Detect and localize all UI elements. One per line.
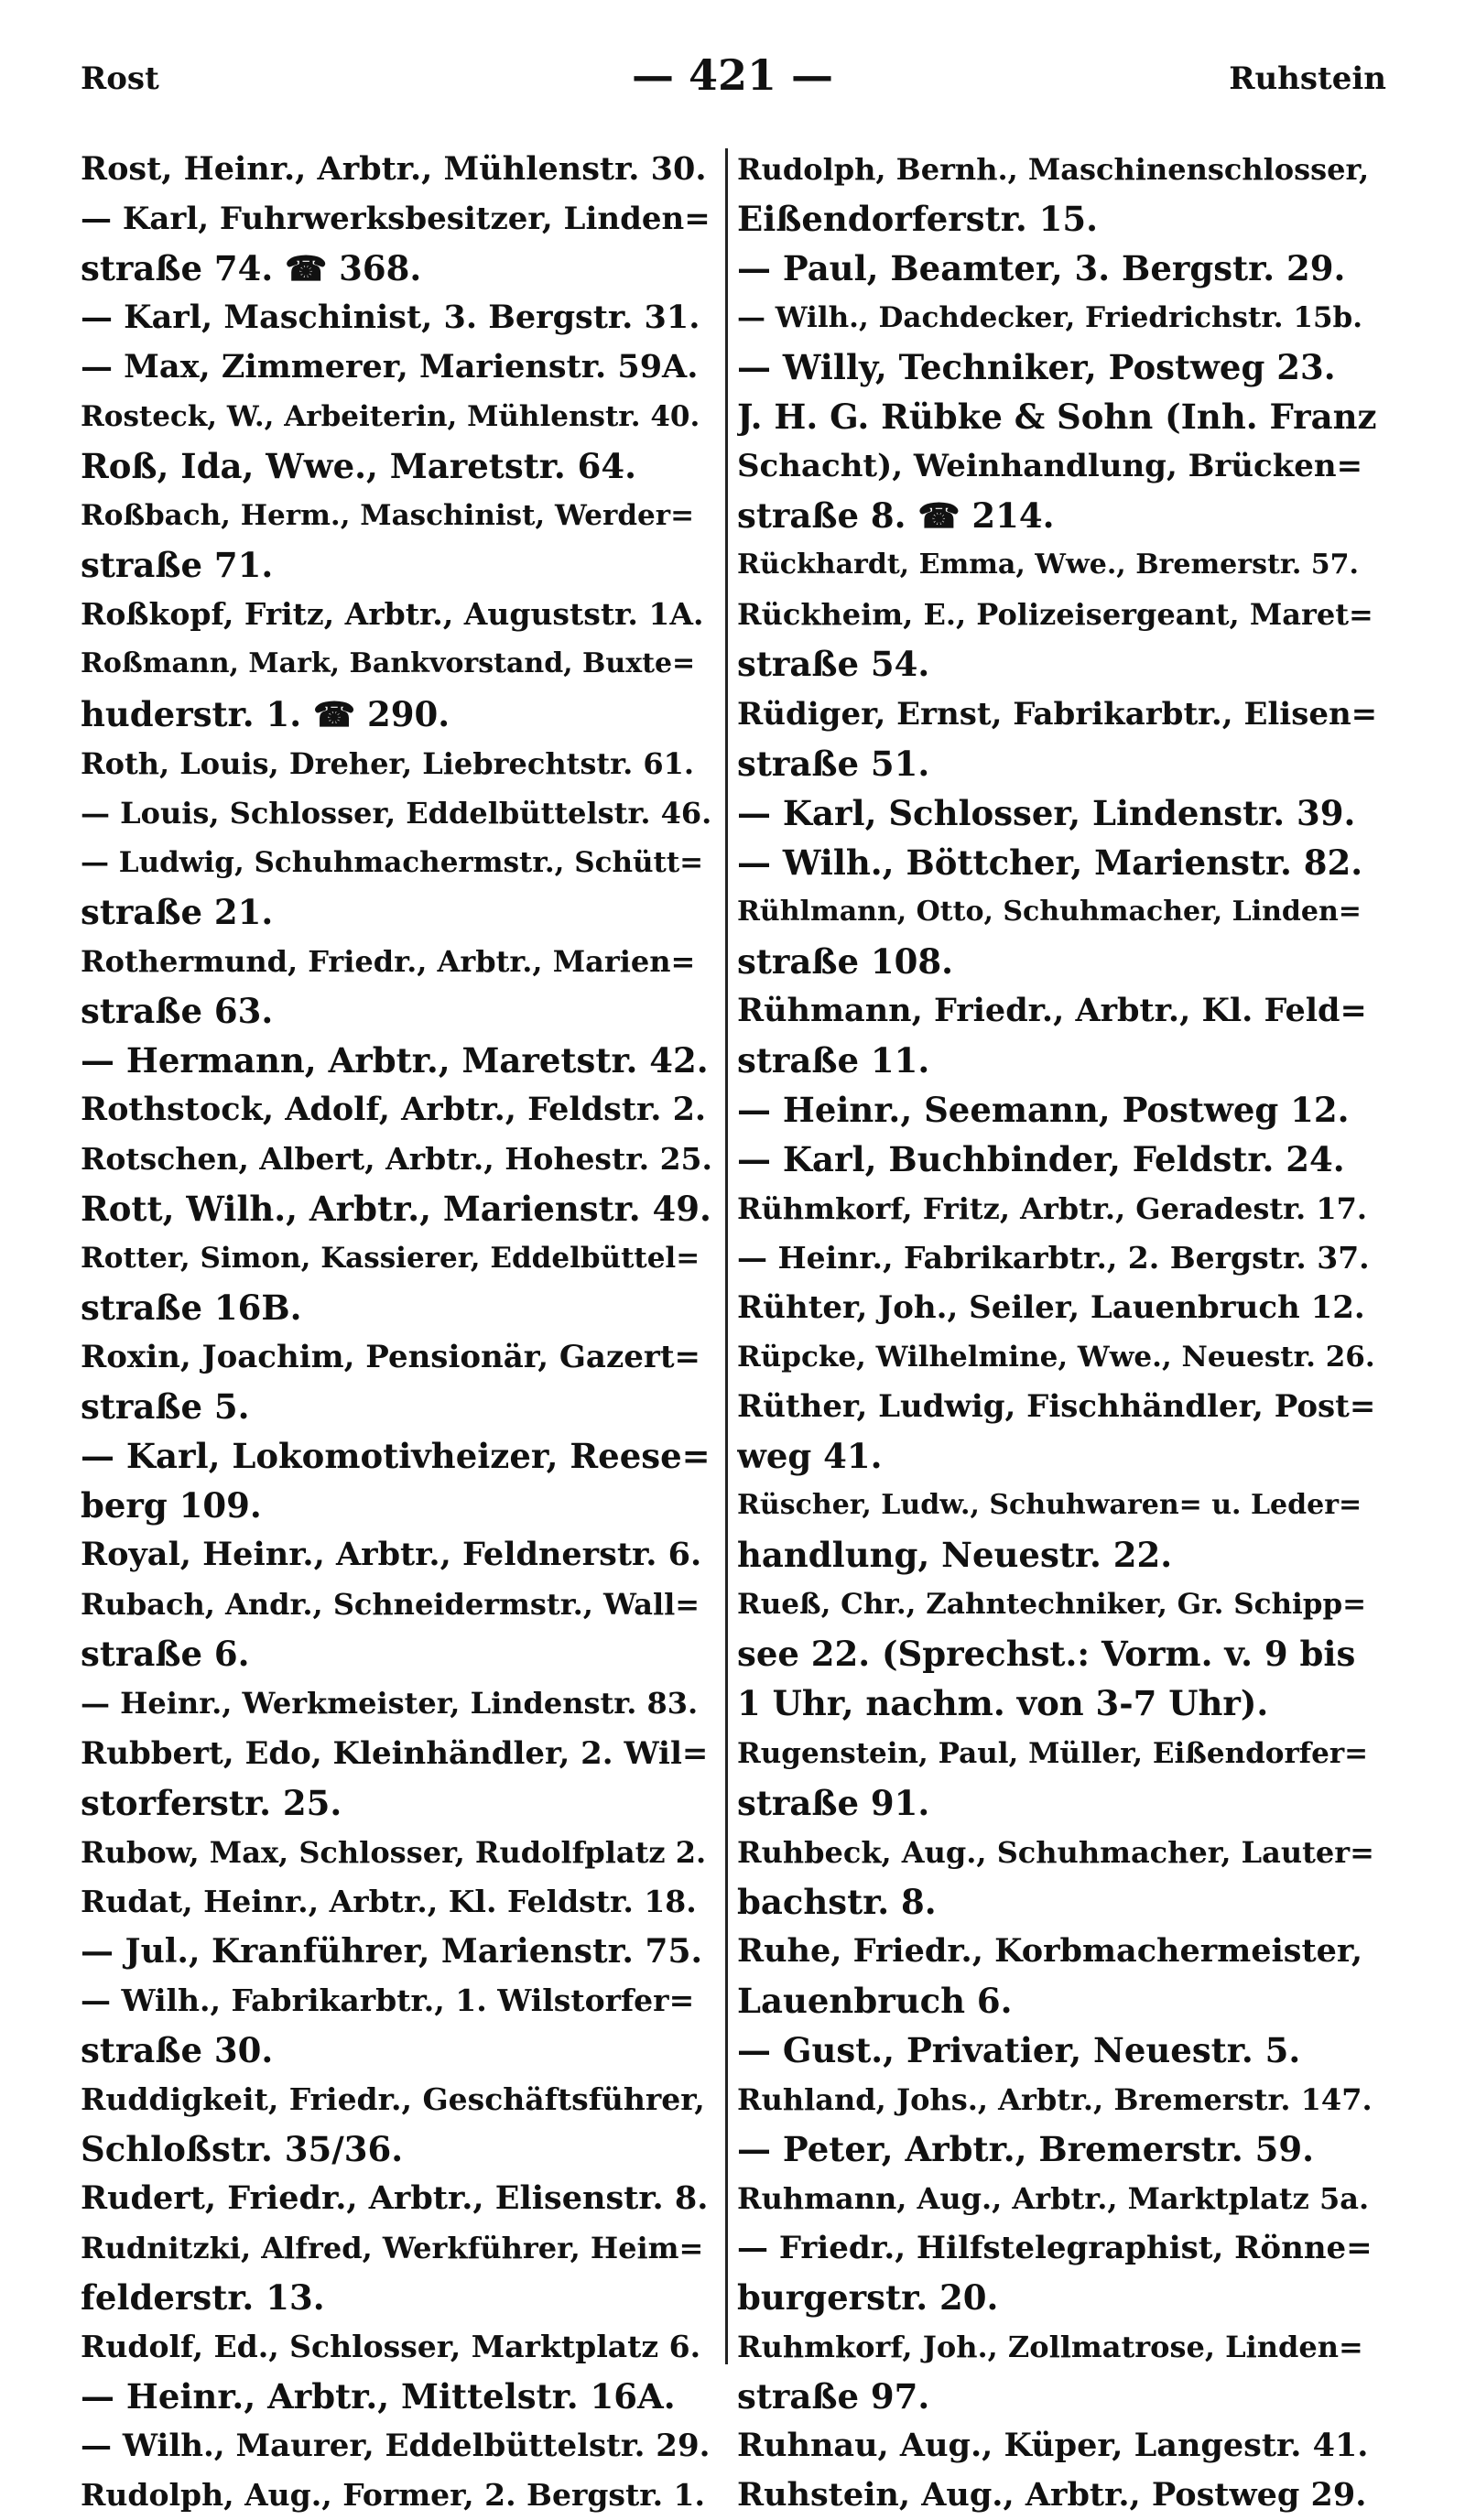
directory-line: — Gust., Privatier, Neuestr. 5.: [737, 2029, 1301, 2070]
directory-line: Ruhland, Johs., Arbtr., Bremerstr. 147.: [737, 2081, 1373, 2117]
directory-line: — Louis, Schlosser, Eddelbüttelstr. 46.: [81, 795, 712, 831]
directory-line: Roßkopf, Fritz, Arbtr., Auguststr. 1A.: [81, 596, 704, 633]
directory-line: Ruhstein, Aug., Arbtr., Postweg 29.: [737, 2476, 1367, 2515]
directory-line: — Hermann, Arbtr., Maretstr. 42.: [81, 1039, 709, 1081]
directory-line: Rosteck, W., Arbeiterin, Mühlenstr. 40.: [81, 400, 700, 434]
directory-line: Ruhmkorf, Joh., Zollmatrose, Linden=: [737, 2330, 1363, 2365]
directory-line: Ruhe, Friedr., Korbmachermeister,: [737, 1931, 1363, 1970]
directory-line: — Max, Zimmerer, Marienstr. 59A.: [81, 348, 699, 386]
directory-line: burgerstr. 20.: [737, 2277, 999, 2319]
directory-line: — Karl, Fuhrwerksbesitzer, Linden=: [81, 201, 711, 238]
directory-line: Rühlmann, Otto, Schuhmacher, Linden=: [737, 895, 1362, 928]
directory-line: straße 6.: [81, 1634, 250, 1675]
directory-line: Rost, Heinr., Arbtr., Mühlenstr. 30.: [81, 150, 707, 188]
directory-line: straße 11.: [737, 1039, 930, 1081]
directory-line: — Wilh., Fabrikarbtr., 1. Wilstorfer=: [81, 1982, 695, 2018]
directory-line: — Heinr., Werkmeister, Lindenstr. 83.: [81, 1686, 699, 1722]
directory-line: Rueß, Chr., Zahntechniker, Gr. Schipp=: [737, 1588, 1367, 1622]
directory-line: Rothermund, Friedr., Arbtr., Marien=: [81, 943, 696, 979]
directory-line: Rubbert, Edo, Kleinhändler, 2. Wil=: [81, 1734, 709, 1772]
directory-line: — Karl, Schlosser, Lindenstr. 39.: [737, 792, 1356, 833]
directory-line: — Karl, Lokomotivheizer, Reese=: [81, 1436, 711, 1477]
directory-line: Rudat, Heinr., Arbtr., Kl. Feldstr. 18.: [81, 1883, 697, 1919]
directory-line: Rudnitzki, Alfred, Werkführer, Heim=: [81, 2230, 704, 2265]
directory-line: straße 51.: [737, 743, 930, 784]
directory-line: felderstr. 13.: [81, 2277, 325, 2319]
directory-line: straße 30.: [81, 2029, 274, 2070]
directory-line: Roth, Louis, Dreher, Liebrechtstr. 61.: [81, 745, 695, 781]
directory-line: huderstr. 1. ☎ 290.: [81, 693, 450, 734]
directory-line: — Friedr., Hilfstelegraphist, Rönne=: [737, 2229, 1373, 2266]
directory-line: Ruhbeck, Aug., Schuhmacher, Lauter=: [737, 1834, 1374, 1870]
running-head-left: Rost: [81, 60, 159, 97]
directory-line: — Heinr., Fabrikarbtr., 2. Bergstr. 37.: [737, 1240, 1370, 1276]
directory-line: Rothstock, Adolf, Arbtr., Feldstr. 2.: [81, 1090, 707, 1128]
directory-line: straße 97.: [737, 2376, 930, 2417]
directory-line: berg 109.: [81, 1485, 262, 1526]
directory-line: Rubow, Max, Schlosser, Rudolfplatz 2.: [81, 1834, 707, 1870]
directory-line: Schloßstr. 35/36.: [81, 2128, 404, 2169]
directory-line: — Ludwig, Schuhmachermstr., Schütt=: [81, 845, 704, 879]
directory-line: Rückheim, E., Polizeisergeant, Maret=: [737, 597, 1373, 633]
directory-line: Ruhnau, Aug., Küper, Langestr. 41.: [737, 2427, 1369, 2465]
page-number: — 421 —: [631, 50, 834, 100]
directory-line: straße 71.: [81, 545, 274, 586]
directory-line: bachstr. 8.: [737, 1881, 937, 1922]
directory-line: Roßbach, Herm., Maschinist, Werder=: [81, 499, 695, 533]
directory-line: straße 21.: [81, 891, 274, 932]
directory-line: — Karl, Buchbinder, Feldstr. 24.: [737, 1138, 1345, 1179]
directory-line: Rotter, Simon, Kassierer, Eddelbüttel=: [81, 1242, 700, 1276]
directory-line: storferstr. 25.: [81, 1782, 342, 1823]
directory-line: straße 63.: [81, 990, 274, 1031]
directory-line: Ruddigkeit, Friedr., Geschäftsführer,: [81, 2080, 705, 2117]
directory-line: Schacht), Weinhandlung, Brücken=: [737, 448, 1363, 485]
directory-line: straße 8. ☎ 214.: [737, 495, 1055, 537]
directory-line: Rudolph, Aug., Former, 2. Bergstr. 1.: [81, 2477, 706, 2514]
column-divider: [725, 148, 728, 2364]
directory-line: Rühmann, Friedr., Arbtr., Kl. Feld=: [737, 991, 1367, 1029]
directory-line: Rückhardt, Emma, Wwe., Bremerstr. 57.: [737, 549, 1359, 581]
directory-line: Lauenbruch 6.: [737, 1980, 1013, 2021]
left-column: [81, 145, 712, 2520]
directory-line: weg 41.: [737, 1436, 883, 1477]
directory-line: straße 5.: [81, 1386, 250, 1428]
directory-line: — Paul, Beamter, 3. Bergstr. 29.: [737, 248, 1346, 289]
directory-line: Ruhmann, Aug., Arbtr., Marktplatz 5a.: [737, 2180, 1370, 2216]
directory-line: Rubach, Andr., Schneidermstr., Wall=: [81, 1587, 700, 1623]
directory-line: handlung, Neuestr. 22.: [737, 1535, 1173, 1576]
directory-line: Rudolf, Ed., Schlosser, Marktplatz 6.: [81, 2329, 701, 2365]
directory-line: — Karl, Maschinist, 3. Bergstr. 31.: [81, 299, 700, 337]
directory-line: — Heinr., Arbtr., Mittelstr. 16A.: [81, 2376, 676, 2417]
directory-line: Roß, Ida, Wwe., Maretstr. 64.: [81, 446, 637, 487]
directory-line: Royal, Heinr., Arbtr., Feldnerstr. 6.: [81, 1536, 702, 1574]
directory-line: Rüther, Ludwig, Fischhändler, Post=: [737, 1388, 1376, 1426]
directory-line: 1 Uhr, nachm. von 3-7 Uhr).: [737, 1683, 1269, 1724]
directory-line: — Heinr., Seemann, Postweg 12.: [737, 1089, 1350, 1130]
directory-line: straße 16B.: [81, 1287, 302, 1329]
running-head-right: Ruhstein: [1229, 60, 1386, 97]
directory-line: — Wilh., Dachdecker, Friedrichstr. 15b.: [737, 301, 1362, 335]
directory-line: Rott, Wilh., Arbtr., Marienstr. 49.: [81, 1188, 711, 1229]
directory-line: — Wilh., Maurer, Eddelbüttelstr. 29.: [81, 2428, 711, 2465]
directory-line: — Willy, Techniker, Postweg 23.: [737, 347, 1336, 388]
directory-line: Rudolph, Bernh., Maschinenschlosser,: [737, 152, 1370, 187]
right-column: [737, 145, 1378, 2520]
directory-line: — Peter, Arbtr., Bremerstr. 59.: [737, 2128, 1314, 2169]
directory-line: — Jul., Kranführer, Marienstr. 75.: [81, 1931, 703, 1971]
directory-line: straße 74. ☎ 368.: [81, 248, 422, 289]
directory-line: J. H. G. Rübke & Sohn (Inh. Franz: [737, 396, 1377, 438]
directory-line: Rüpcke, Wilhelmine, Wwe., Neuestr. 26.: [737, 1341, 1375, 1374]
directory-line: Rühmkorf, Fritz, Arbtr., Geradestr. 17.: [737, 1190, 1367, 1226]
directory-line: Roxin, Joachim, Pensionär, Gazert=: [81, 1339, 701, 1376]
directory-line: Rüscher, Ludw., Schuhwaren= u. Leder=: [737, 1489, 1362, 1522]
directory-line: Rühter, Joh., Seiler, Lauenbruch 12.: [737, 1289, 1365, 1327]
directory-line: straße 54.: [737, 644, 930, 685]
directory-line: straße 108.: [737, 940, 954, 982]
directory-line: Rotschen, Albert, Arbtr., Hohestr. 25.: [81, 1140, 712, 1177]
directory-line: — Wilh., Böttcher, Marienstr. 82.: [737, 842, 1363, 883]
directory-line: Rugenstein, Paul, Müller, Eißendorfer=: [737, 1736, 1369, 1770]
directory-line: straße 91.: [737, 1782, 930, 1823]
directory-line: see 22. (Sprechst.: Vorm. v. 9 bis: [737, 1634, 1356, 1675]
directory-line: Roßmann, Mark, Bankvorstand, Buxte=: [81, 647, 696, 680]
directory-line: Rudert, Friedr., Arbtr., Elisenstr. 8.: [81, 2178, 709, 2217]
directory-line: Eißendorferstr. 15.: [737, 199, 1098, 240]
directory-line: Rüdiger, Ernst, Fabrikarbtr., Elisen=: [737, 695, 1378, 733]
